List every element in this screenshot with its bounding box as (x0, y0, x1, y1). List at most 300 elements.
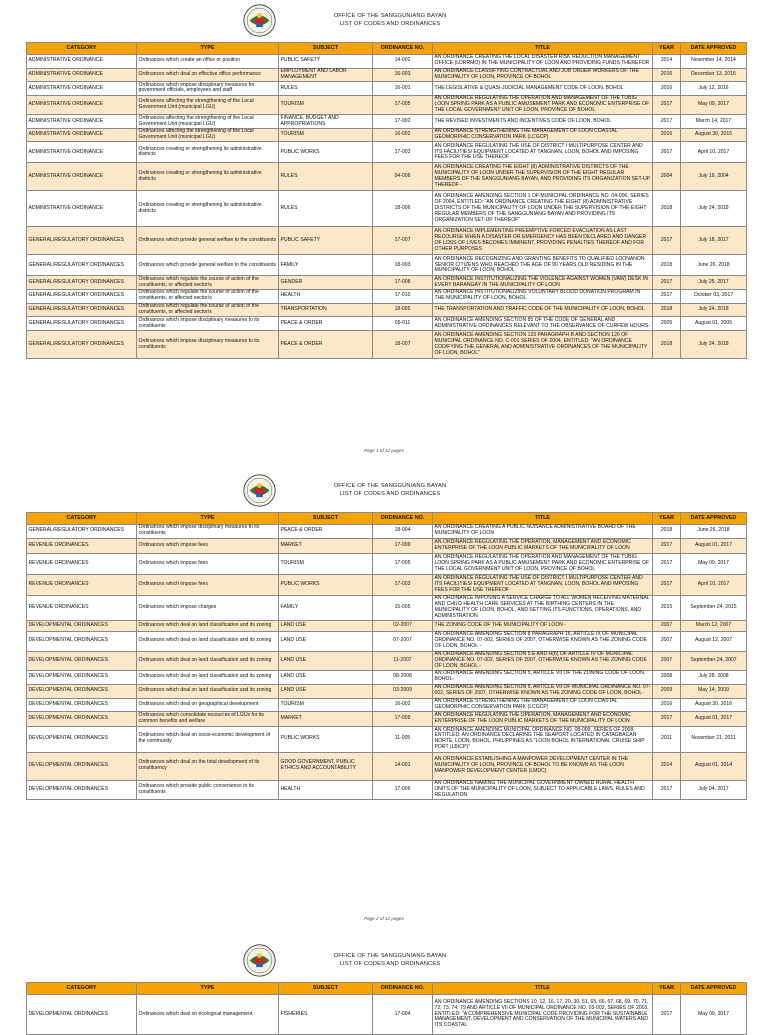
ordinance-no-cell: 05-011 (373, 317, 433, 331)
table-row (27, 163, 747, 191)
title-cell: AN ORDINANCE CLASSIFYING CONTRACTUAL AND JOB ORDER WORKERS OF THE MUNICIPALITY OF LOON, PROVINCE OF BOHOL (433, 68, 653, 82)
type-cell: Ordinances which create an office or position (137, 55, 279, 69)
year-cell: 2017 (653, 290, 681, 304)
column-header: ORDINANCE NO. (373, 43, 433, 55)
year-cell: 2016 (653, 82, 681, 96)
column-header: DATE APPROVED (681, 43, 747, 55)
date-approved-cell: July 18, 2017 (681, 227, 747, 255)
subject-cell: MARKET (279, 712, 373, 727)
table-row (27, 727, 747, 752)
column-header: SUBJECT (279, 983, 373, 995)
date-approved-cell: November 21, 2011 (681, 727, 747, 752)
column-header: SUBJECT (279, 43, 373, 55)
table-row (27, 538, 747, 553)
ordinances-table (26, 42, 747, 359)
category-cell: DEVELOPMENTAL ORDINANCES (27, 671, 137, 685)
title-cell: AN ORDINANCE REGULATING THE USE OF DISTRICT I MULTIPURPOSE CENTER AND ITS FACILITIES/ EQUIPMENT LOCATED AT TANGNAN, LOON, BOHOL AND IMPOSING FEES FOR THE USE THEREOF (433, 142, 653, 163)
subject-cell: RULES (279, 191, 373, 227)
category-cell: REVENUE ORDINANCES (27, 574, 137, 595)
page-header (0, 470, 768, 510)
title-cell: AN ORDINANCE AMENDING SECTION 123 PARAGRAPH B AND SECTION 126 OF MUNICIPAL ORDINANCE NO. C-001 SERIES OF 2004, ENTITLED: "AN ORDINANCE CODIFYING THE GENERAL AND ADMINISTRATIVE ORDINANCES OF THE MUNICIPALITY OF LOON, BOHOL" (433, 331, 653, 359)
type-cell: Ordinances which impose disciplinary measures to its constituents (137, 525, 279, 539)
year-cell: 2017 (653, 553, 681, 574)
subject-cell: LAND USE (279, 651, 373, 671)
title-cell: AN ORDINANCE STRENGTHENING THE MANAGEMENT OF LOON COASTAL GEOMORPHIC CONSERVATION PARK (LCGCP) (433, 128, 653, 142)
ordinance-no-cell: 18-006 (373, 191, 433, 227)
subject-cell: PUBLIC SAFETY (279, 55, 373, 69)
table-row (27, 142, 747, 163)
table-row (27, 317, 747, 331)
ordinance-no-cell: 17-003 (373, 574, 433, 595)
subject-cell: FAMILY (279, 255, 373, 276)
title-cell: AN ORDINANCE CREATING A PUBLIC NUISANCE ADMINISTRATIVE BOARD OF THE MUNICIPALITY OF LOON (433, 525, 653, 539)
ordinances-table (26, 512, 747, 800)
table-row (27, 68, 747, 82)
table-row (27, 331, 747, 359)
category-cell: GENERAL/REGULATORY ORDINANCES (27, 290, 137, 304)
table-row (27, 780, 747, 800)
title-cell: AN ORDINANCE AMENDING MUNICIPAL ORDINANCE NO. 08-009, SERIES OF 2008, ENTITLED: AN ORDINANCE DECLARING THE SEAPORT LOCATED IN CATAGBACAN NORTE, LOON, BOHOL, PHILIPPINES AS "LOON BOHOL INTERNATIONAL CRUISE SHIP PORT (LBICP)" (433, 727, 653, 752)
title-cell: AN ORDINANCE AMENDING SECTION 5, ARTICLE VII OF MUNICIPAL ORDINANCE NO. 07-002, SERIES OF 2007, OTHERWISE KNOWN AS THE ZONING CODE OF LOON, BOHOL- (433, 684, 653, 698)
year-cell: 2015 (653, 595, 681, 620)
title-cell: THE REVISED INVESTMENTS AND INCENTIVES CODE OF LOON, BOHOL (433, 115, 653, 129)
table-row (27, 82, 747, 96)
subject-cell: RULES (279, 82, 373, 96)
title-cell: AN ORDINANCE IMPOSING A SERVICE CHARGE TO ALL WOMEN RECEIVING MATERNAL AND CHILD HEALTH CARE SERVICES AT THE BIRTHING CENTERS IN THE MUNICIPALITY OF LOON, BOHOL, AND SETTING ITS FUNCTIONS, OPERATIONS, AND ADMINISTRATION (433, 595, 653, 620)
ordinance-no-cell: 14-001 (373, 752, 433, 780)
date-approved-cell: September 24, 2015 (681, 595, 747, 620)
date-approved-cell: May 09, 2017 (681, 995, 747, 1035)
ordinance-no-cell: 08-2008 (373, 671, 433, 685)
type-cell: Ordinances which provide public convenience to its constituents (137, 780, 279, 800)
ordinance-no-cell: 16-002 (373, 128, 433, 142)
subject-cell: RULES (279, 163, 373, 191)
year-cell: 2017 (653, 276, 681, 290)
title-cell: AN ORDINANCE RECOGNIZING AND GRANTING BENEFITS TO QUALIFIED LOONANON SENIOR CITIZENS WHO REACHED THE AGE OF 90 YEARS OLD RESIDING IN THE MUNICIPALITY OF LOON, BOHOL (433, 255, 653, 276)
category-cell: ADMINISTRATIVE ORDINANCE (27, 68, 137, 82)
category-cell: GENERAL/REGULATORY ORDINANCES (27, 255, 137, 276)
type-cell: Ordinances affecting the strengthening of the Local Government Unit (municipal LGU) (137, 95, 279, 115)
type-cell: Ordinances which impose disciplinary measures for government officials, employees and staff (137, 82, 279, 96)
table-row (27, 227, 747, 255)
column-header: TITLE (433, 43, 653, 55)
category-cell: DEVELOPMENTAL ORDINANCES (27, 780, 137, 800)
title-cell: AN ORDINANCE AMENDING SECTION 5 E AND H(6) OF ARTICLE IV OF MUNICIPAL ORDINANCE NO. 07-002, SERIES OF 2007, OTHERWISE KNOWN AS THE ZONING CODE OF LOON, BOHOL - (433, 651, 653, 671)
type-cell: Ordinances which deal on geographical development (137, 698, 279, 712)
type-cell: Ordinances which regulate the course of action of the constituents, or affected sector/s (137, 276, 279, 290)
subject-cell: LAND USE (279, 621, 373, 632)
title-cell: AN ORDINANCE CREATING THE EIGHT (8) ADMINISTRATIVE DISTRICTS OF THE MUNICIPALITY OF LOON UNDER THE SUPERVISION OF THE EIGHT REGULAR MEMBERS OF THE SANGGUNIANG BAYAN, AND PROVIDING ITS ORGANIZATION SET-UP THEREOF - (433, 163, 653, 191)
date-approved-cell: August 01, 2017 (681, 712, 747, 727)
column-header: DATE APPROVED (681, 513, 747, 525)
table-header-row (27, 513, 747, 525)
column-header: TYPE (137, 43, 279, 55)
subject-cell: PUBLIC WORKS (279, 142, 373, 163)
date-approved-cell: June 26, 2018 (681, 255, 747, 276)
table-row (27, 752, 747, 780)
ordinance-no-cell: 02-2007 (373, 621, 433, 632)
ordinance-no-cell: 15-005 (373, 595, 433, 620)
title-cell: AN ORDINANCE REGULATING THE OPERATION AND MANAGEMENT OF THE TUBIG LOON SPRING PARK AS A PUBLIC AMUSEMENT PARK AND ECONOMIC ENTERPRISE OF THE LOCAL GOVERNMENT UNIT OF LOON, PROVINCE OF BOHOL (433, 553, 653, 574)
office-name: OFFICE OF THE SANGGUNIANG BAYAN (333, 13, 447, 19)
date-approved-cell: April 10, 2017 (681, 574, 747, 595)
type-cell: Ordinances which impose fees (137, 574, 279, 595)
table-row (27, 115, 747, 129)
header-text (300, 952, 480, 968)
type-cell: Ordinances which impose fees (137, 553, 279, 574)
subject-cell: TOURISM (279, 698, 373, 712)
ordinance-no-cell: 18-003 (373, 255, 433, 276)
subject-cell: LAND USE (279, 684, 373, 698)
page-footer: Page 2 of 12 pages (364, 916, 404, 921)
title-cell: THE ZONING CODE OF THE MUNICIPALITY OF LOON - (433, 621, 653, 632)
date-approved-cell: November 14, 2014 (681, 55, 747, 69)
category-cell: ADMINISTRATIVE ORDINANCE (27, 115, 137, 129)
year-cell: 2004 (653, 163, 681, 191)
category-cell: GENERAL/REGULATORY ORDINANCES (27, 303, 137, 317)
date-approved-cell: August 01, 2017 (681, 538, 747, 553)
year-cell: 2008 (653, 671, 681, 685)
title-cell: AN ORDINANCE ESTABLISHING A MANPOWER DEVELOPMENT CENTER IN THE MUNICIPALITY OF LOON, PROVINCE OF BOHOL TO BE KNOWN AS THE LOON MANPOWER DEVELOPMENT CENTER (LMDC) (433, 752, 653, 780)
column-header: CATEGORY (27, 43, 137, 55)
year-cell: 2014 (653, 55, 681, 69)
municipal-seal-icon (243, 474, 276, 507)
table-row (27, 55, 747, 69)
subject-cell: HEALTH (279, 780, 373, 800)
category-cell: DEVELOPMENTAL ORDINANCES (27, 698, 137, 712)
category-cell: REVENUE ORDINANCES (27, 538, 137, 553)
category-cell: DEVELOPMENTAL ORDINANCES (27, 621, 137, 632)
type-cell: Ordinances which provide general welfare to the constituents (137, 227, 279, 255)
table-row (27, 621, 747, 632)
date-approved-cell: May 09, 2017 (681, 95, 747, 115)
year-cell: 2007 (653, 621, 681, 632)
date-approved-cell: August 01, 2005 (681, 317, 747, 331)
subject-cell: EMPLOYMENT AND LABOR MANAGEMENT (279, 68, 373, 82)
date-approved-cell: July 24, 2018 (681, 331, 747, 359)
ordinance-no-cell: 18-007 (373, 331, 433, 359)
table-row (27, 651, 747, 671)
table-row (27, 712, 747, 727)
category-cell: GENERAL/REGULATORY ORDINANCES (27, 331, 137, 359)
column-header: TITLE (433, 983, 653, 995)
ordinance-no-cell: 18-004 (373, 525, 433, 539)
table-row (27, 595, 747, 620)
table-row (27, 574, 747, 595)
page-footer: Page 1 of 12 pages (364, 448, 404, 453)
column-header: TITLE (433, 513, 653, 525)
column-header: TYPE (137, 513, 279, 525)
year-cell: 2005 (653, 317, 681, 331)
subject-cell: PEACE & ORDER (279, 525, 373, 539)
column-header: YEAR (653, 983, 681, 995)
category-cell: DEVELOPMENTAL ORDINANCES (27, 752, 137, 780)
type-cell: Ordinances which impose charges (137, 595, 279, 620)
title-cell: AN ORDINANCE REGULATING THE USE OF DISTRICT I MULTIPURPOSE CENTER AND ITS FACILITIES/ EQUIPMENT LOCATED AT TANGNAN, LOON, BOHOL AND IMPOSING FEES FOR THE USE THEREOF (433, 574, 653, 595)
table-row (27, 553, 747, 574)
year-cell: 2017 (653, 538, 681, 553)
year-cell: 2016 (653, 68, 681, 82)
type-cell: Ordinances which deal on the total development of its constituency (137, 752, 279, 780)
type-cell: Ordinances which regulate the course of action of the constituents, or affected sector/s (137, 303, 279, 317)
ordinance-no-cell: 16-003 (373, 68, 433, 82)
category-cell: ADMINISTRATIVE ORDINANCE (27, 82, 137, 96)
subject-cell: GOOD GOVERNMENT, PUBLIC ETHICS AND ACCOUNTABILITY (279, 752, 373, 780)
date-approved-cell: May 14, 2009 (681, 684, 747, 698)
table-row (27, 698, 747, 712)
ordinance-no-cell: 17-003 (373, 142, 433, 163)
header-text (300, 482, 480, 498)
ordinance-no-cell: 17-009 (373, 712, 433, 727)
column-header: DATE APPROVED (681, 983, 747, 995)
type-cell: Ordinances which deal on land classification and its zoning (137, 651, 279, 671)
category-cell: REVENUE ORDINANCES (27, 553, 137, 574)
title-cell: AN ORDINANCE AMENDING SECTION 1 OF MUNICIPAL ORDINANCE NO. 04-006, SERIES OF 2004, ENTITLED: "AN ORDINANCE CREATING THE EIGHT (8) ADMINISTRATIVE DISTRICTS OF THE MUNICIPALITY OF LOON UNDER THE SUPERVISION OF THE EIGHT REGULAR MEMBERS OF THE SANGGUNIANG BAYAN AND PROVIDING ITS ORGANIZATION SET-UP THEREOF" (433, 191, 653, 227)
year-cell: 2017 (653, 574, 681, 595)
type-cell: Ordinances which deal on land classification and its zoning (137, 632, 279, 652)
title-cell: AN ORDINANCE NAMING THE MUNICIPAL GOVERNMENT-OWNED RURAL HEALTH UNITS OF THE MUNICIPALITY OF LOON, SUBJECT TO APPLICABLE LAWS, RULES AND REGULATION (433, 780, 653, 800)
date-approved-cell: March 12, 2007 (681, 621, 747, 632)
date-approved-cell: July 19, 2004 (681, 163, 747, 191)
title-cell: THE TRANSPORTATION AND TRAFFIC CODE OF THE MUNICIPALITY OF LOON, BOHOL (433, 303, 653, 317)
type-cell: Ordinances creating or strengthening its administrative districts (137, 163, 279, 191)
category-cell: ADMINISTRATIVE ORDINANCE (27, 55, 137, 69)
year-cell: 2018 (653, 331, 681, 359)
category-cell: DEVELOPMENTAL ORDINANCES (27, 651, 137, 671)
list-title: LIST OF CODES AND ORDINANCES (339, 961, 441, 967)
page-header (0, 0, 768, 40)
table-row (27, 276, 747, 290)
subject-cell: LAND USE (279, 671, 373, 685)
title-cell: AN ORDINANCE STRENGTHENING THE MANAGEMENT OF LOON COASTAL GEOMORPHIC CONSERVATION PARK (LCGCP) (433, 698, 653, 712)
date-approved-cell: July 24, 2018 (681, 303, 747, 317)
title-cell: AN ORDINANCE REGULATING THE OPERATION, MANAGEMENT AND ECONOMIC ENTERPRISE OF THE LOON PUBLIC MARKETS OF THE MUNICIPALITY OF LOON (433, 712, 653, 727)
subject-cell: MARKET (279, 538, 373, 553)
column-header: ORDINANCE NO. (373, 983, 433, 995)
table-row (27, 995, 747, 1035)
year-cell: 2011 (653, 727, 681, 752)
date-approved-cell: May 09, 2017 (681, 553, 747, 574)
category-cell: ADMINISTRATIVE ORDINANCE (27, 163, 137, 191)
type-cell: Ordinances which impose fees (137, 538, 279, 553)
title-cell: AN ORDINANCE CREATING THE LOCAL DISASTER RISK REDUCTION MANAGEMENT OFFICE (LDRRMO) IN THE MUNICIPALITY OF LOON AND PROVIDING FUNDS THEREFOR (433, 55, 653, 69)
ordinance-no-cell: 17-008 (373, 276, 433, 290)
year-cell: 2007 (653, 632, 681, 652)
year-cell: 2018 (653, 525, 681, 539)
type-cell: Ordinances which deal on land classification and its zoning (137, 671, 279, 685)
date-approved-cell: March 14, 2017 (681, 115, 747, 129)
column-header: YEAR (653, 43, 681, 55)
date-approved-cell: December 13, 2016 (681, 68, 747, 82)
category-cell: DEVELOPMENTAL ORDINANCES (27, 632, 137, 652)
page-header (0, 940, 768, 980)
ordinance-no-cell: 03-2009 (373, 684, 433, 698)
table-row (27, 290, 747, 304)
subject-cell: FISHERIES (279, 995, 373, 1035)
ordinance-no-cell: 17-010 (373, 290, 433, 304)
type-cell: Ordinances which impose disciplinary measures to its constituents (137, 317, 279, 331)
type-cell: Ordinances which deal on socio-economic development of the community (137, 727, 279, 752)
table-header-row (27, 43, 747, 55)
category-cell: ADMINISTRATIVE ORDINANCE (27, 191, 137, 227)
table-row (27, 303, 747, 317)
category-cell: REVENUE ORDINANCES (27, 595, 137, 620)
type-cell: Ordinances which provide general welfare to the constituents (137, 255, 279, 276)
subject-cell: HEALTH (279, 290, 373, 304)
year-cell: 2017 (653, 780, 681, 800)
type-cell: Ordinances which deal on ecological management (137, 995, 279, 1035)
subject-cell: PEACE & ORDER (279, 317, 373, 331)
category-cell: ADMINISTRATIVE ORDINANCE (27, 95, 137, 115)
year-cell: 2014 (653, 752, 681, 780)
category-cell: DEVELOPMENTAL ORDINANCES (27, 727, 137, 752)
subject-cell: FAMILY (279, 595, 373, 620)
column-header: SUBJECT (279, 513, 373, 525)
ordinance-no-cell: 11-005 (373, 727, 433, 752)
municipal-seal-icon (243, 4, 276, 37)
year-cell: 2017 (653, 115, 681, 129)
list-title: LIST OF CODES AND ORDINANCES (339, 491, 441, 497)
date-approved-cell: July 12, 2016 (681, 82, 747, 96)
year-cell: 2009 (653, 684, 681, 698)
type-cell: Ordinances which consolidate resources of LGUs for its common benefits and welfare (137, 712, 279, 727)
type-cell: Ordinances affecting the strengthening of the Local Government Unit (municipal LGU) (137, 128, 279, 142)
title-cell: AN ORDINANCE AMENDING SECTION 5, ARTICLE VII OF THE ZONING CODE OF LOON, BOHOL- (433, 671, 653, 685)
ordinance-no-cell: 17-004 (373, 995, 433, 1035)
type-cell: Ordinances which regulate the course of action of the constituents, or affected sector/s (137, 290, 279, 304)
subject-cell: PEACE & ORDER (279, 331, 373, 359)
year-cell: 2017 (653, 95, 681, 115)
column-header: ORDINANCE NO. (373, 513, 433, 525)
subject-cell: PUBLIC WORKS (279, 574, 373, 595)
column-header: TYPE (137, 983, 279, 995)
date-approved-cell: August 01, 2014 (681, 752, 747, 780)
table-row (27, 671, 747, 685)
category-cell: DEVELOPMENTAL ORDINANCES (27, 995, 137, 1035)
subject-cell: GENDER (279, 276, 373, 290)
type-cell: Ordinances creating or strengthening its administrative districts (137, 191, 279, 227)
ordinance-no-cell: 18-005 (373, 303, 433, 317)
subject-cell: PUBLIC WORKS (279, 727, 373, 752)
column-header: CATEGORY (27, 513, 137, 525)
category-cell: GENERAL/REGULATORY ORDINANCES (27, 276, 137, 290)
ordinance-no-cell: 11-2007 (373, 651, 433, 671)
subject-cell: TRANSPORTATION (279, 303, 373, 317)
date-approved-cell: June 26, 2018 (681, 525, 747, 539)
header-text (300, 12, 480, 28)
office-name: OFFICE OF THE SANGGUNIANG BAYAN (333, 483, 447, 489)
table-row (27, 684, 747, 698)
year-cell: 2018 (653, 303, 681, 317)
category-cell: GENERAL/REGULATORY ORDINANCES (27, 317, 137, 331)
year-cell: 2016 (653, 128, 681, 142)
table-row (27, 95, 747, 115)
title-cell: AN ORDINANCE INSTITUTIONALIZING VOLUNTARY BLOOD DONATION PROGRAM IN THE MUNICIPALITY OF LOON, BOHOL (433, 290, 653, 304)
category-cell: ADMINISTRATIVE ORDINANCE (27, 128, 137, 142)
table-row (27, 128, 747, 142)
subject-cell: TOURISM (279, 128, 373, 142)
ordinance-no-cell: 17-006 (373, 780, 433, 800)
date-approved-cell: October 03, 2017 (681, 290, 747, 304)
date-approved-cell: August 30, 2016 (681, 128, 747, 142)
municipal-seal-icon (243, 944, 276, 977)
title-cell: AN ORDINANCE IMPLEMENTING PREEMPTIVE FORCED EVACUATION AS LAST RECOURSE WHEN A DISASTER OR EMERGENCY HAS BEEN DECLARED AND DANGER OF LOSS OF LIVES BECOMES IMMINENT, PROVIDING PENALTIES THEREOF AND FOR OTHER PURPOSES (433, 227, 653, 255)
subject-cell: LAND USE (279, 632, 373, 652)
year-cell: 2016 (653, 698, 681, 712)
column-header: YEAR (653, 513, 681, 525)
title-cell: THE LEGISLATIVE & QUASI-JUDICIAL MANAGEMENT CODE OF LOON, BOHOL (433, 82, 653, 96)
type-cell: Ordinances which impose disciplinary measures to its constituents (137, 331, 279, 359)
title-cell: AN ORDINANCE REGULATING THE OPERATION, MANAGEMENT AND ECONOMIC ENTERPRISE OF THE LOON PUBLIC MARKETS OF THE MUNICIPALITY OF LOON (433, 538, 653, 553)
title-cell: AN ORDINANCE REGULATING THE OPERATION AND MANAGEMENT OF THE TUBIG LOON SPRING PARK AS A PUBLIC AMUSEMENT PARK AND ECONOMIC ENTERPRISE OF THE LOCAL GOVERNMENT UNIT OF LOON, PROVINCE OF BOHOL (433, 95, 653, 115)
table-row (27, 255, 747, 276)
date-approved-cell: July 25, 2017 (681, 276, 747, 290)
type-cell: Ordinances which deal on land classification and its zoning (137, 684, 279, 698)
ordinance-no-cell: 16-001 (373, 82, 433, 96)
subject-cell: FINANCE, BUDGET AND APPROPRIATIONS (279, 115, 373, 129)
list-title: LIST OF CODES AND ORDINANCES (339, 21, 441, 27)
title-cell: AN ORDINANCE AMENDING SECTION 8 PARAGRAPH 16, ARTICLE IX OF MUNICIPAL ORDINANCE NO. 07-002, SERIES OF 2007, OTHERWISE KNOWN AS THE ZONING CODE OF LOON, BOHOL - (433, 632, 653, 652)
subject-cell: TOURISM (279, 95, 373, 115)
ordinance-no-cell: 16-002 (373, 698, 433, 712)
ordinance-no-cell: 17-005 (373, 95, 433, 115)
table-row (27, 191, 747, 227)
category-cell: DEVELOPMENTAL ORDINANCES (27, 712, 137, 727)
subject-cell: TOURISM (279, 553, 373, 574)
date-approved-cell: July 28, 2008 (681, 671, 747, 685)
year-cell: 2017 (653, 712, 681, 727)
ordinance-no-cell: 14-002 (373, 55, 433, 69)
ordinance-no-cell: 04-006 (373, 163, 433, 191)
title-cell: AN ORDINANCE AMENDING SECTION 85 OF THE CODE OF GENERAL AND ADMINISTRATIVE ORDINANCES RELEVANT TO THE OBSERVANCE OF CURFEW HOURS- (433, 317, 653, 331)
date-approved-cell: August 12, 2007 (681, 632, 747, 652)
ordinances-table (26, 982, 747, 1035)
year-cell: 2017 (653, 227, 681, 255)
category-cell: GENERAL/REGULATORY ORDINANCES (27, 227, 137, 255)
column-header: CATEGORY (27, 983, 137, 995)
type-cell: Ordinances affecting the strengthening of the Local Government Unit (municipal LGU) (137, 115, 279, 129)
table-row (27, 632, 747, 652)
type-cell: Ordinances which deal on land classification and its zoning (137, 621, 279, 632)
office-name: OFFICE OF THE SANGGUNIANG BAYAN (333, 953, 447, 959)
ordinance-no-cell: 17-007 (373, 227, 433, 255)
ordinance-no-cell: 17-005 (373, 553, 433, 574)
year-cell: 2007 (653, 651, 681, 671)
category-cell: DEVELOPMENTAL ORDINANCES (27, 684, 137, 698)
date-approved-cell: August 30, 2016 (681, 698, 747, 712)
table-header-row (27, 983, 747, 995)
subject-cell: PUBLIC SAFETY (279, 227, 373, 255)
type-cell: Ordinances which deal on effective office performance (137, 68, 279, 82)
date-approved-cell: July 04, 2017 (681, 780, 747, 800)
year-cell: 2017 (653, 142, 681, 163)
title-cell: AN ORDINANCE INSTITUTIONALIZING THE VIOLENCE AGAINST WOMEN (VAW) DESK IN EVERY BARANGAY IN THE MUNICIPALITY OF LOON (433, 276, 653, 290)
date-approved-cell: September 24, 2007 (681, 651, 747, 671)
date-approved-cell: April 10, 2017 (681, 142, 747, 163)
category-cell: ADMINISTRATIVE ORDINANCE (27, 142, 137, 163)
year-cell: 2018 (653, 255, 681, 276)
ordinance-no-cell: 17-009 (373, 538, 433, 553)
ordinance-no-cell: 17-002 (373, 115, 433, 129)
year-cell: 2017 (653, 995, 681, 1035)
type-cell: Ordinances creating or strengthening its administrative districts (137, 142, 279, 163)
ordinance-no-cell: 07-2007 (373, 632, 433, 652)
table-row (27, 525, 747, 539)
year-cell: 2018 (653, 191, 681, 227)
title-cell: AN ORDINANCE AMENDING SECTIONS 10, 12, 16, 17, 20, 30, 51, 65, 66, 67, 68, 69, 70, 71, 72, 73, 74, 79 AND ARTICLE VII OF MUNICIPAL ORDINANCE NO. 03-002, SERIES OF 2003, ENTITLED: "A COMPREHENSIVE MUNICIPAL CODE PROVIDING FOR THE SUSTAINABLE MANAGEMENT, DEVELOPMENT AND CONSERVATION OF THE MUNICIPAL WATERS AND ITS COASTAL (433, 995, 653, 1035)
date-approved-cell: July 24, 2018 (681, 191, 747, 227)
category-cell: GENERAL/REGULATORY ORDINANCES (27, 525, 137, 539)
